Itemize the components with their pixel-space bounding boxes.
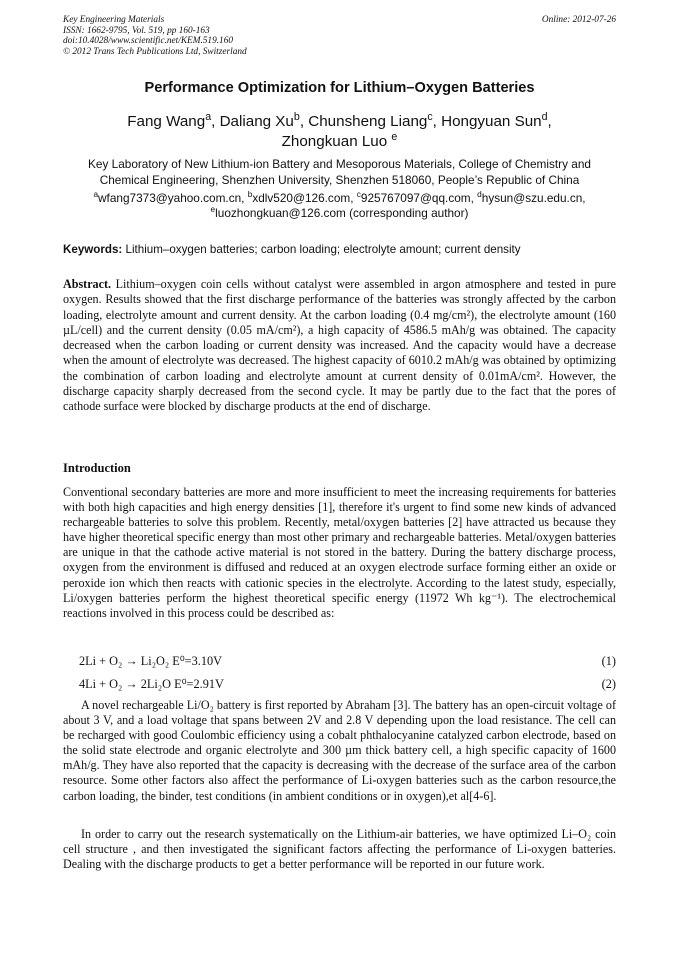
intro-paragraph-3: In order to carry out the research systematically on the Lithium-air batteries, we have optimized Li–O₂ coin cell structure , and then investigated the significant factors affecting the performance of Li-oxygen batteries. Dealing with the discharge products to get a better performance will be reported in our future work. bbox=[63, 827, 616, 872]
equation-1-text: 2Li + O₂ → Li₂O₂ E⁰=3.10V bbox=[79, 654, 223, 668]
author: Fang Wang$^a$, bbox=[127, 110, 220, 130]
equation-2 bbox=[79, 677, 616, 692]
author-list bbox=[63, 112, 616, 152]
intro-paragraph-1: Conventional secondary batteries are more and more insufficient to meet the increasing requirements for batteries with both high capacities and high energy densities [1], therefore it's urgent to find some new kinds of advanced rechargeable batteries to solve this problem. Recently, metal/oxygen batteries [2] have attracted us because they have higher theoretical specific energy than most other primary and rechargeable batteries. Metal/oxygen batteries are unique in that the cathode active material is not stored in the battery. During the battery discharge process, oxygen from the environment is diffused and reduced at an oxygen electrode surface forming either an oxide or peroxide ion which then reacts with cationic species in the electrolyte. According to the latest study, especially, Li/oxygen batteries perform the highest theoretical specific energy (11972 Wh kg⁻¹). The electrochemical reactions involved in this process could be described as: bbox=[63, 485, 616, 620]
email[interactable]: $^a$wfang7373@yahoo.com.cn, bbox=[93, 190, 248, 205]
paper-title: Performance Optimization for Lithium–Oxygen Batteries bbox=[144, 80, 535, 96]
author: Chunsheng Liang$^c$, bbox=[308, 110, 442, 130]
email[interactable]: $^d$hysun@szu.edu.cn, bbox=[477, 190, 586, 205]
journal-header bbox=[63, 15, 616, 57]
author: Zhongkuan Luo $^e$ bbox=[281, 130, 398, 150]
copyright-line: © 2012 Trans Tech Publications Ltd, Switzerland bbox=[63, 46, 247, 57]
abstract bbox=[63, 277, 616, 415]
email[interactable]: $^e$luozhongkuan@126.com (corresponding author) bbox=[210, 204, 469, 220]
equation-2-number: (2) bbox=[601, 677, 616, 691]
email[interactable]: $^c$925767097@qq.com, bbox=[356, 190, 478, 205]
introduction-heading: Introduction bbox=[63, 461, 131, 475]
author: Daliang Xu$^b$, bbox=[219, 110, 309, 130]
online-date: Online: 2012-07-26 bbox=[541, 15, 616, 25]
intro-paragraph-2: A novel rechargeable Li/O₂ battery is first reported by Abraham [3]. The battery has an open-circuit voltage of about 3 V, and a load voltage that spans between 2V and 2.8 V depending upon the load resistance. The cell can be recharged with good Coulombic efficiency using a cobalt phthalocyanine catalyzed carbon electrode, based on the solid state electrode and organic electrolyte and 300 µm thick battery cell, a high specific capacity of 1600 mAh/g. They have also reported that the capacity is decreasing with the decrease of the surface area of the carbon resource. Some other factors also affect the performance of Li-oxygen batteries such as the carbon resource,the carbon loading, the binder, test conditions (in ambient conditions or in oxygen),et al[4-6]. bbox=[63, 698, 616, 803]
affiliation: Key Laboratory of New Lithium-ion Battery and Mesoporous Materials, College of Chemistry and Chemical Engineering, Shenzhen University, Shenzhen 518060, People’s Republic of China bbox=[88, 157, 591, 187]
equation-1-number: (1) bbox=[601, 654, 616, 668]
email-list bbox=[63, 191, 616, 220]
email[interactable]: $^b$xdlv520@126.com, bbox=[247, 190, 357, 205]
issn-line: ISSN: 1662-9795, Vol. 519, pp 160-163 bbox=[63, 25, 210, 36]
keywords-text: Lithium–oxygen batteries; carbon loading; electrolyte amount; current density bbox=[122, 243, 521, 256]
keywords bbox=[63, 243, 616, 256]
abstract-label: Abstract. bbox=[63, 277, 112, 291]
abstract-text: Lithium–oxygen coin cells without catalyst were assembled in argon atmosphere and tested in pure oxygen. Results showed that the first discharge performance of the batteries was strongly affected by the carbon loading, electrolyte amount and current density. At the carbon loading (0.4 mg/cm²), the electrolyte amount (160 µL/cell) and the current density (0.05 mA/cm²), a high capacity of 4586.5 mAh/g was obtained. The capacity decreased when the carbon loading or current density was increased. And the capacity would have a decrease when the amount of electrolyte was decreased. The highest capacity of 6010.2 mAh/g was obtained by optimizing the combination of carbon loading and electrolyte amount at current density of 0.01mA/cm². However, the discharge capacity sharply decreased from the second cycle. It may be partly due to the fact that the pores of cathode surface were blocked by discharge products at the end of discharge. bbox=[63, 277, 616, 414]
equation-1 bbox=[79, 654, 616, 669]
journal-name: Key Engineering Materials bbox=[63, 15, 165, 25]
equation-2-text: 4Li + O₂ → 2Li₂O E⁰=2.91V bbox=[79, 677, 224, 691]
doi-line[interactable]: doi:10.4028/www.scientific.net/KEM.519.160 bbox=[63, 36, 233, 46]
keywords-label: Keywords: bbox=[63, 243, 123, 256]
author: Hongyuan Sun$^d$, bbox=[441, 110, 552, 130]
